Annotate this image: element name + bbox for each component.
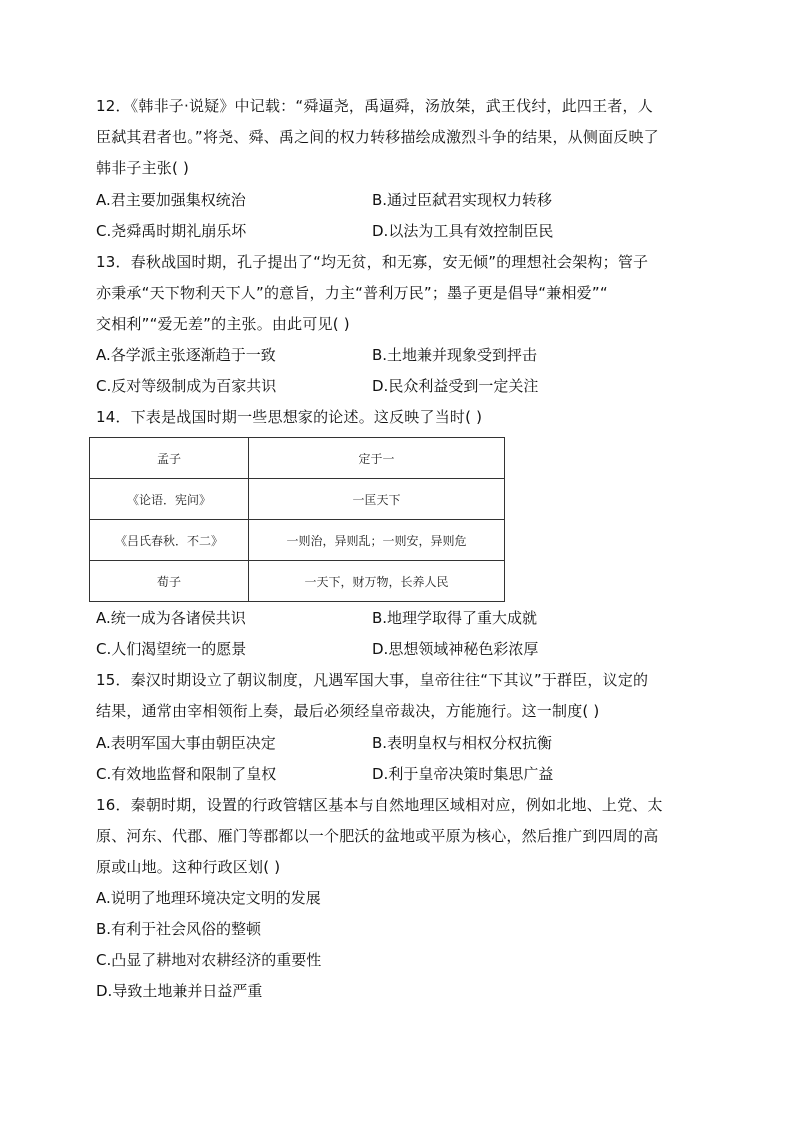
q12-option-b[interactable]: B.通过臣弑君实现权力转移 — [372, 191, 553, 209]
q13-stem-line-3: 交相利”“爱无差”的主张。由此可见( ) — [96, 315, 350, 333]
table-cell: 《论语．宪问》 — [90, 479, 249, 520]
table-row — [90, 561, 505, 602]
q15-option-c[interactable]: C.有效地监督和限制了皇权 — [96, 765, 277, 783]
q15-stem-line-2: 结果，通常由宰相领衔上奏，最后必须经皇帝裁决，方能施行。这一制度( ) — [96, 702, 600, 720]
q14-option-c[interactable]: C.人们渴望统一的愿景 — [96, 640, 247, 658]
table-cell: 一则治，异则乱；一则安，异则危 — [249, 520, 505, 561]
q16-stem-line-1: 16．秦朝时期，设置的行政管辖区基本与自然地理区域相对应，例如北地、上党、太 — [96, 796, 663, 814]
q13-option-b[interactable]: B.土地兼并现象受到抨击 — [372, 346, 538, 364]
q12-stem-line-1: 12．《韩非子·说疑》中记载：“舜逼尧，禹逼舜，汤放桀，武王伐纣，此四王者，人 — [96, 97, 653, 115]
q13-option-c[interactable]: C.反对等级制成为百家共识 — [96, 377, 277, 395]
thinkers-table — [89, 437, 505, 602]
q13-stem-line-1: 13．春秋战国时期，孔子提出了“均无贫，和无寡，安无倾”的理想社会架构；管子 — [96, 253, 649, 271]
q15-option-a[interactable]: A.表明军国大事由朝臣决定 — [96, 734, 276, 752]
table-cell: 《吕氏春秋．不二》 — [90, 520, 249, 561]
q15-option-b[interactable]: B.表明皇权与相权分权抗衡 — [372, 734, 553, 752]
q16-option-b[interactable]: B.有利于社会风俗的整顿 — [96, 920, 262, 938]
q14-option-b[interactable]: B.地理学取得了重大成就 — [372, 609, 538, 627]
table-cell: 一匡天下 — [249, 479, 505, 520]
q14-stem-line-1: 14．下表是战国时期一些思想家的论述。这反映了当时( ) — [96, 408, 483, 426]
table-cell: 一天下，财万物，长养人民 — [249, 561, 505, 602]
table-row — [90, 479, 505, 520]
table-cell: 定于一 — [249, 438, 505, 479]
q12-stem-line-3: 韩非子主张( ) — [96, 159, 190, 177]
q13-option-d[interactable]: D.民众利益受到一定关注 — [372, 377, 539, 395]
q16-stem-line-3: 原或山地。这种行政区划( ) — [96, 858, 281, 876]
q16-option-d[interactable]: D.导致土地兼并日益严重 — [96, 982, 263, 1000]
table-row — [90, 438, 505, 479]
q15-option-d[interactable]: D.利于皇帝决策时集思广益 — [372, 765, 554, 783]
q13-stem-line-2: 亦秉承“天下物利天下人”的意旨，力主“普利万民”；墨子更是倡导“兼相爱”“ — [96, 284, 608, 302]
q16-option-a[interactable]: A.说明了地理环境决定文明的发展 — [96, 889, 321, 907]
q12-option-d[interactable]: D.以法为工具有效控制臣民 — [372, 222, 554, 240]
q13-option-a[interactable]: A.各学派主张逐渐趋于一致 — [96, 346, 276, 364]
q15-stem-line-1: 15．秦汉时期设立了朝议制度，凡遇军国大事，皇帝往往“下其议”于群臣，议定的 — [96, 671, 649, 689]
q16-option-c[interactable]: C.凸显了耕地对农耕经济的重要性 — [96, 951, 322, 969]
table-cell: 荀子 — [90, 561, 249, 602]
q14-option-d[interactable]: D.思想领域神秘色彩浓厚 — [372, 640, 539, 658]
q14-option-a[interactable]: A.统一成为各诸侯共识 — [96, 609, 246, 627]
q12-stem-line-2: 臣弑其君者也。”将尧、舜、禹之间的权力转移描绘成激烈斗争的结果，从侧面反映了 — [96, 128, 659, 146]
table-cell: 孟子 — [90, 438, 249, 479]
q12-option-c[interactable]: C.尧舜禹时期礼崩乐坏 — [96, 222, 247, 240]
q12-option-a[interactable]: A.君主要加强集权统治 — [96, 191, 246, 209]
table-row — [90, 520, 505, 561]
q16-stem-line-2: 原、河东、代郡、雁门等郡都以一个肥沃的盆地或平原为核心，然后推广到四周的高 — [96, 827, 659, 845]
